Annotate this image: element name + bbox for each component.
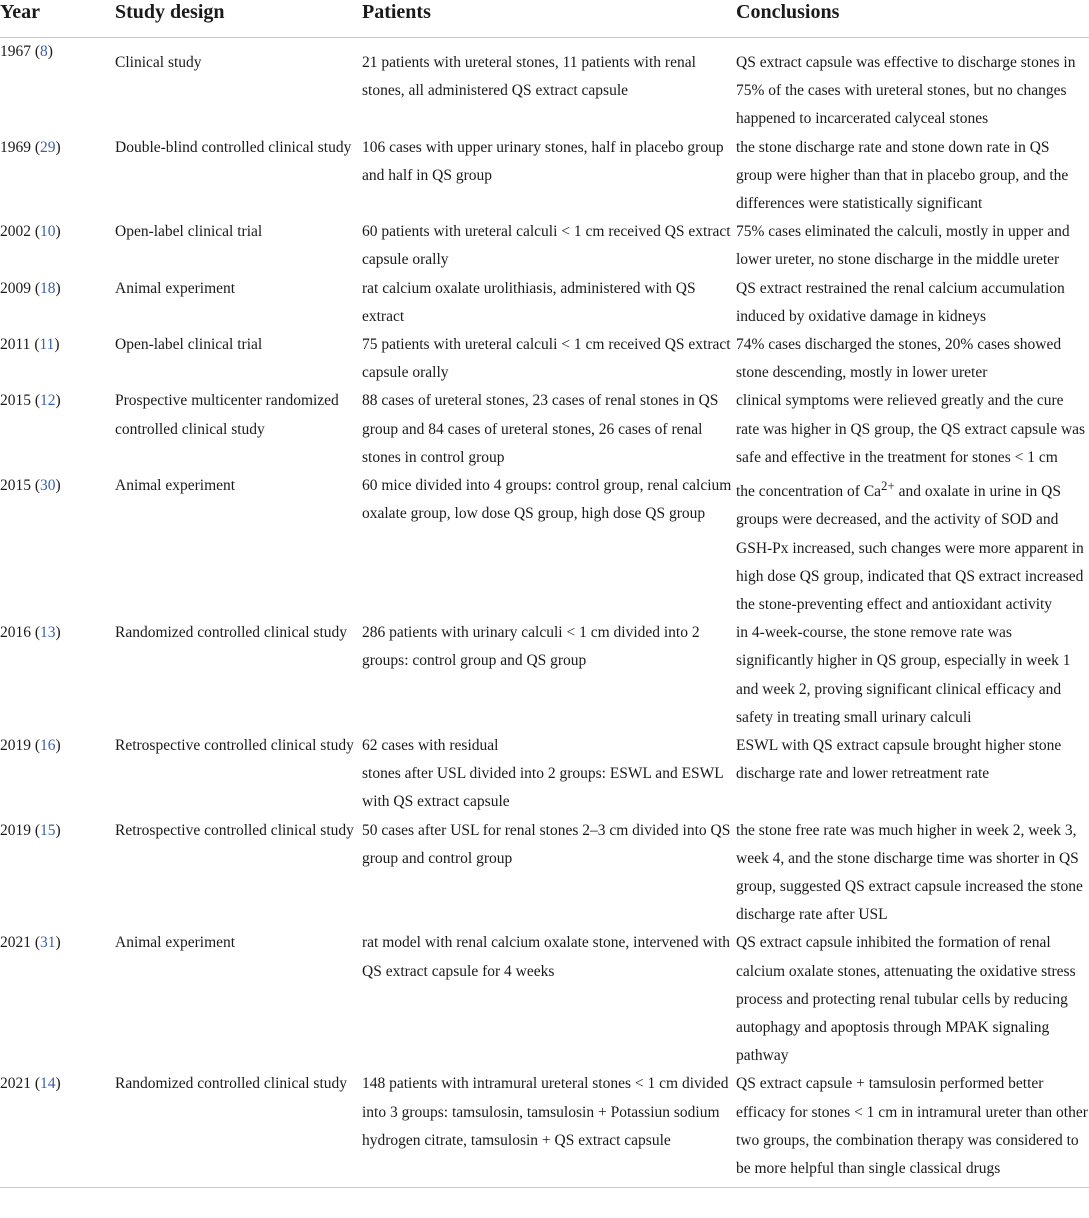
- conclusions-cell: 75% cases eliminated the calculi, mostly in upper and lower ureter, no stone discharge in the middle ureter: [736, 223, 1070, 269]
- patients-cell: [362, 732, 736, 817]
- study-design-cell: Randomized controlled clinical study: [115, 1070, 362, 1187]
- patients-line-2: stones after USL divided into 2 groups: ESWL and ESWL with QS extract capsule: [362, 765, 724, 811]
- conclusions-cell: the stone discharge rate and stone down rate in QS group were higher than that in placebo group, and the differences were statistically significant: [736, 138, 1069, 213]
- study-design-cell: Prospective multicenter randomized controlled clinical study: [115, 392, 339, 438]
- reference-link[interactable]: 11: [39, 336, 55, 354]
- year-value: 2002: [0, 223, 31, 241]
- patients-cell: rat model with renal calcium oxalate stone, intervened with QS extract capsule for 4 weeks: [362, 934, 730, 980]
- patients-cell: 75 patients with ureteral calculi < 1 cm received QS extract capsule orally: [362, 336, 731, 382]
- table-header-row: [0, 0, 1089, 38]
- conclusions-cell: 74% cases discharged the stones, 20% cases showed stone descending, mostly in lower ureter: [736, 336, 1062, 382]
- reference-link[interactable]: 30: [40, 477, 56, 495]
- year-cell: 2016 (13): [0, 624, 61, 642]
- patients-cell: 60 patients with ureteral calculi < 1 cm received QS extract capsule orally: [362, 223, 731, 269]
- conclusions-cell: QS extract restrained the renal calcium accumulation induced by oxidative damage in kidneys: [736, 279, 1065, 325]
- conclusions-cell: QS extract capsule was effective to discharge stones in 75% of the cases with ureteral stones, but no changes happened to incarcerated calyceal stones: [736, 54, 1076, 128]
- patients-cell: rat calcium oxalate urolithiasis, administered with QS extract: [362, 279, 696, 325]
- year-value: 2019: [0, 737, 31, 755]
- patients-cell: 60 mice divided into 4 groups: control group, renal calcium oxalate group, low dose QS group, high dose QS group: [362, 477, 732, 523]
- conclusions-cell: QS extract capsule + tamsulosin performed better efficacy for stones < 1 cm in intramural ureter than other two groups, the combination therapy was considered to be more helpful than single classical drugs: [736, 1070, 1089, 1187]
- patients-cell: 286 patients with urinary calculi < 1 cm divided into 2 groups: control group and QS group: [362, 624, 700, 670]
- conclusions-cell: QS extract capsule inhibited the formation of renal calcium oxalate stones, attenuating the oxidative stress process and protecting renal tubular cells by reducing autophagy and apoptosis through MPAK signaling pathway: [736, 934, 1076, 1065]
- reference-link[interactable]: 10: [40, 223, 56, 241]
- patients-cell: 50 cases after USL for renal stones 2–3 cm divided into QS group and control group: [362, 821, 731, 867]
- table-row: [0, 1070, 1089, 1187]
- reference-link[interactable]: 12: [40, 392, 56, 410]
- year-value: 1967: [0, 43, 31, 60]
- table-row: [0, 218, 1089, 274]
- year-cell: 2015 (12): [0, 392, 61, 410]
- reference-link[interactable]: 16: [40, 737, 56, 755]
- reference-link[interactable]: 29: [40, 138, 56, 156]
- table-row: [0, 732, 1089, 817]
- conclusions-text-start: the concentration of Ca: [736, 483, 882, 501]
- study-design-cell: Clinical study: [115, 54, 202, 71]
- year-value: 2009: [0, 279, 31, 297]
- conclusions-cell: the stone free rate was much higher in week 2, week 3, week 4, and the stone discharge time was shorter in QS group, suggested QS extract capsule increased the stone discharge rate after USL: [736, 821, 1083, 924]
- year-cell: 2015 (30): [0, 477, 61, 495]
- year-value: 2015: [0, 477, 31, 495]
- table-row: [0, 331, 1089, 387]
- year-cell: 1967 (8): [0, 43, 53, 60]
- year-value: 2011: [0, 336, 31, 354]
- conclusions-text-end: and oxalate in urine in QS groups were decreased, and the activity of SOD and GSH-Px increased, such changes were more apparent in high dose QS group, indicated that QS extract increased the stone-preventing effect and antioxidant activity: [736, 483, 1084, 614]
- reference-link[interactable]: 18: [40, 279, 56, 297]
- header-year: Year: [0, 0, 115, 38]
- year-value: 1969: [0, 138, 31, 156]
- table-row: [0, 38, 1089, 134]
- header-conclusions: Conclusions: [736, 0, 1089, 38]
- patients-line-1: 62 cases with residual: [362, 737, 499, 755]
- reference-link[interactable]: 13: [40, 624, 56, 642]
- study-design-cell: Double-blind controlled clinical study: [115, 138, 352, 156]
- patients-cell: 148 patients with intramural ureteral stones < 1 cm divided into 3 groups: tamsulosin, tamsulosin + Potassiun sodium hydrogen citrate, tamsulosin + QS extract capsule: [362, 1070, 736, 1187]
- study-design-cell: Animal experiment: [115, 477, 236, 495]
- study-design-cell: Open-label clinical trial: [115, 336, 263, 354]
- year-cell: 1969 (29): [0, 138, 61, 156]
- header-patients: Patients: [362, 0, 736, 38]
- year-cell: 2009 (18): [0, 279, 61, 297]
- reference-link[interactable]: 8: [40, 43, 48, 60]
- header-study-design: Study design: [115, 0, 362, 38]
- study-design-cell: Open-label clinical trial: [115, 223, 263, 241]
- study-design-cell: Retrospective controlled clinical study: [115, 821, 354, 839]
- study-design-cell: Retrospective controlled clinical study: [115, 737, 354, 755]
- year-cell: 2019 (15): [0, 821, 61, 839]
- reference-link[interactable]: 14: [40, 1075, 56, 1093]
- year-value: 2019: [0, 821, 31, 839]
- conclusions-cell: ESWL with QS extract capsule brought higher stone discharge rate and lower retreatment rate: [736, 737, 1062, 783]
- table-row: [0, 817, 1089, 930]
- conclusions-cell: [736, 472, 1089, 619]
- year-cell: 2021 (31): [0, 934, 61, 952]
- study-design-cell: Animal experiment: [115, 934, 236, 952]
- conclusions-cell: in 4-week-course, the stone remove rate was significantly higher in QS group, especially in week 1 and week 2, proving significant clinical efficacy and safety in treating small urinary calculi: [736, 624, 1071, 726]
- year-cell: 2011 (11): [0, 336, 60, 354]
- reference-link[interactable]: 15: [40, 821, 56, 839]
- year-cell: 2019 (16): [0, 737, 61, 755]
- study-design-cell: Randomized controlled clinical study: [115, 624, 348, 642]
- year-value: 2021: [0, 1075, 31, 1093]
- reference-link[interactable]: 31: [40, 934, 56, 952]
- conclusions-cell: clinical symptoms were relieved greatly and the cure rate was higher in QS group, the QS extract capsule was safe and effective in the treatment for stones < 1 cm: [736, 392, 1086, 466]
- table-row: [0, 387, 1089, 472]
- patients-cell: 88 cases of ureteral stones, 23 cases of renal stones in QS group and 84 cases of ureteral stones, 26 cases of renal stones in control group: [362, 392, 719, 466]
- year-value: 2015: [0, 392, 31, 410]
- year-cell: 2002 (10): [0, 223, 61, 241]
- year-value: 2016: [0, 624, 31, 642]
- patients-cell: 106 cases with upper urinary stones, half in placebo group and half in QS group: [362, 138, 724, 184]
- table-row: [0, 275, 1089, 331]
- year-value: 2021: [0, 934, 31, 952]
- table-row: [0, 929, 1089, 1070]
- table-row: [0, 619, 1089, 732]
- year-cell: 2021 (14): [0, 1070, 115, 1187]
- table-row: [0, 134, 1089, 219]
- superscript-charge: 2+: [881, 478, 895, 494]
- patients-cell: 21 patients with ureteral stones, 11 patients with renal stones, all administered QS extract capsule: [362, 54, 696, 100]
- study-design-cell: Animal experiment: [115, 279, 236, 297]
- table-row: [0, 472, 1089, 619]
